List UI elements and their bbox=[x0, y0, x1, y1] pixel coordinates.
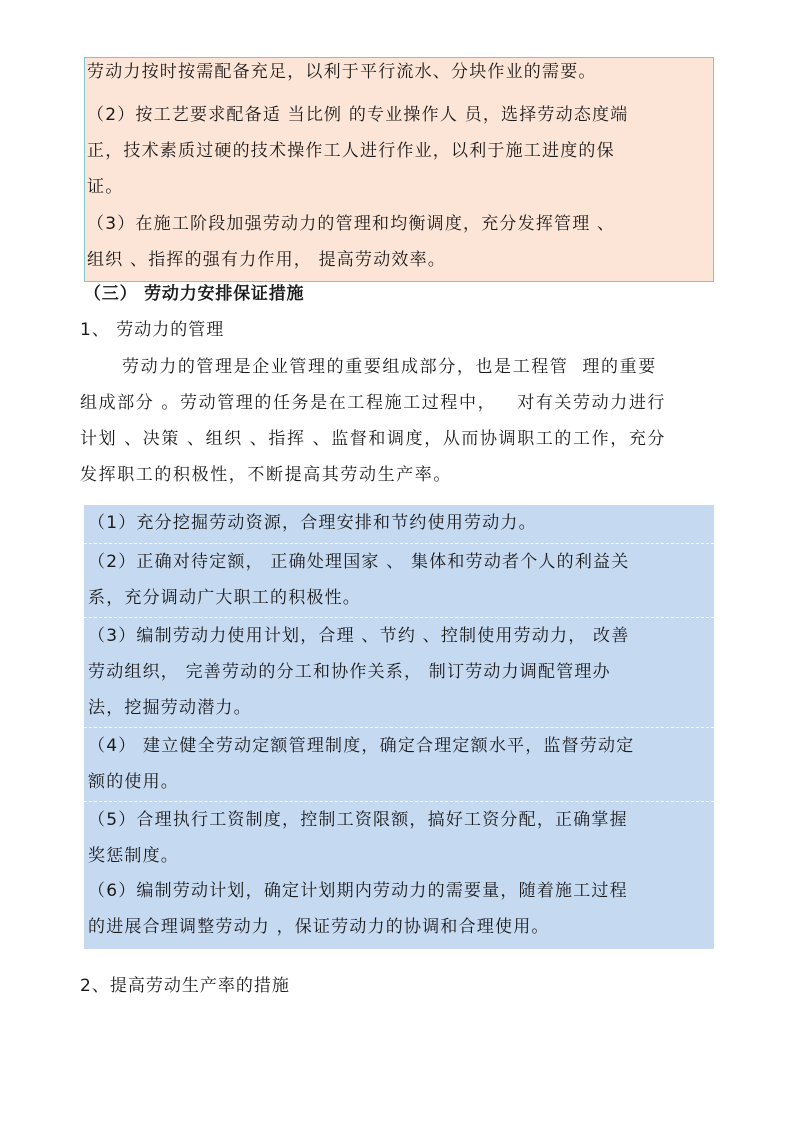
text-line: 组织 、指挥的强有力作用， 提高劳动效率。 bbox=[87, 250, 447, 270]
text-line: 法，挖掘劳动潜力。 bbox=[88, 698, 252, 718]
intro-paragraph bbox=[80, 349, 730, 493]
text-line: （6）编制劳动计划，确定计划期内劳动力的需要量，随着施工过程 bbox=[88, 881, 628, 901]
text-line: （1）充分挖掘劳动资源，合理安排和节约使用劳动力。 bbox=[88, 513, 537, 533]
sub-heading: 1、 劳动力的管理 bbox=[80, 320, 225, 340]
text-line: 正，技术素质过硬的技术操作工人进行作业，以利于施工进度的保 bbox=[87, 141, 615, 161]
next-sub-heading: 2、提高劳动生产率的措施 bbox=[80, 976, 290, 996]
text-line: 证。 bbox=[87, 177, 124, 197]
measure-item-1 bbox=[84, 505, 714, 541]
text-line: 系，充分调动广大职工的积极性。 bbox=[88, 588, 361, 608]
measure-item-6 bbox=[84, 873, 714, 945]
text-line: 计划 、决策 、组织 、指挥 、监督和调度，从而协调职工的工作，充分 bbox=[80, 429, 667, 449]
highlight-box-blue bbox=[84, 505, 714, 949]
text-line: 奖惩制度。 bbox=[88, 846, 179, 866]
text-line: （3）在施工阶段加强劳动力的管理和均衡调度，充分发挥管理 、 bbox=[87, 214, 616, 234]
text-line: 发挥职工的积极性，不断提高其劳动生产率。 bbox=[80, 465, 452, 485]
text-line: 劳动组织， 完善劳动的分工和协作关系， 制订劳动力调配管理办 bbox=[88, 662, 611, 682]
text-line: （5）合理执行工资制度，控制工资限额，搞好工资分配，正确掌握 bbox=[88, 810, 628, 830]
text-line: （4） 建立健全劳动定额管理制度，确定合理定额水平，监督劳动定 bbox=[88, 736, 635, 756]
text-line: （2）正确对待定额， 正确处理国家 、 集体和劳动者个人的利益关 bbox=[88, 552, 630, 572]
text-line: （2）按工艺要求配备适 当比例 的专业操作人 员，选择劳动态度端 bbox=[87, 105, 629, 125]
text-line: 额的使用。 bbox=[88, 772, 179, 792]
text-line: 劳动力的管理是企业管理的重要组成部分，也是工程管 理的重要 bbox=[80, 357, 657, 377]
peach-paragraph-2 bbox=[87, 97, 711, 205]
section-heading: （三） 劳动力安排保证措施 bbox=[84, 284, 305, 304]
measure-item-2 bbox=[84, 543, 714, 616]
peach-paragraph-3 bbox=[87, 206, 711, 278]
text-line: （3）编制劳动力使用计划，合理 、节约 、控制使用劳动力， 改善 bbox=[88, 626, 630, 646]
measure-item-4 bbox=[84, 727, 714, 800]
measure-item-3 bbox=[84, 617, 714, 726]
text-line: 劳动力按时按需配备充足，以利于平行流水、分块作业的需要。 bbox=[87, 62, 597, 82]
highlight-box-peach bbox=[84, 57, 714, 282]
measure-item-5 bbox=[84, 801, 714, 874]
text-line: 组成部分 。劳动管理的任务是在工程施工过程中， 对有关劳动力进行 bbox=[80, 393, 667, 413]
peach-paragraph-1 bbox=[87, 54, 711, 90]
text-line: 的进展合理调整劳动力 ，保证劳动力的协调和合理使用。 bbox=[88, 917, 550, 937]
